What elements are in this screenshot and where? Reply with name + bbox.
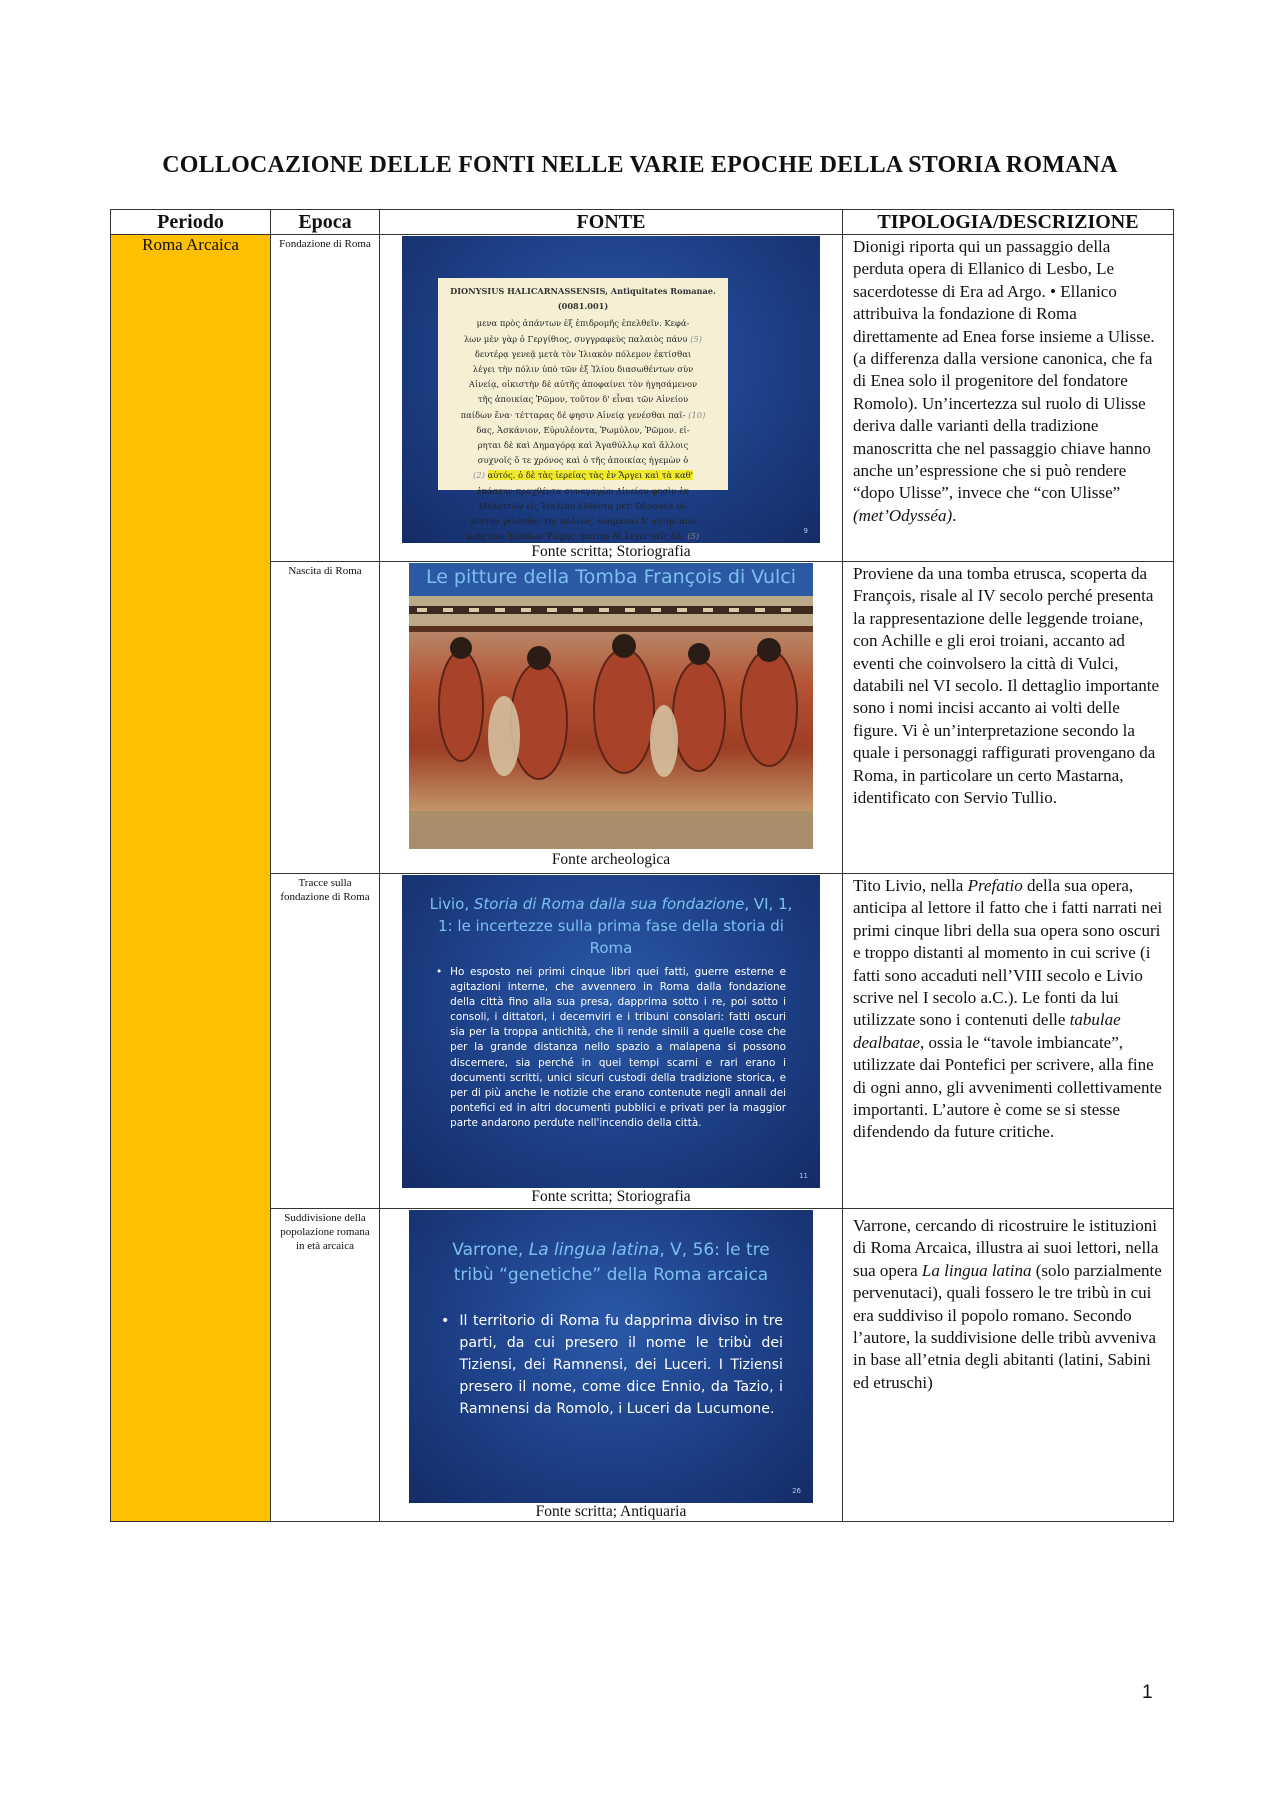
table-row bbox=[111, 235, 1174, 562]
excerpt-header: DIONYSIUS HALICARNASSENSIS, Antiquitates Romanae. (0081.001) bbox=[450, 286, 716, 312]
fonte-cell bbox=[380, 1209, 843, 1522]
header-descrizione: TIPOLOGIA/DESCRIZIONE bbox=[843, 210, 1174, 235]
description-cell: Varrone, cercando di ricostruire le istituzioni di Roma Arcaica, illustra ai suoi lettori, nella sua opera La lingua latina (solo parzialmente pervenutaci), quali fossero le tre tribù in cui era suddiviso il popolo romano. Secondo l’autore, la suddivisione delle tribù avveniva in base all’etnia degli abitanti (latini, Sabini ed etruschi) bbox=[843, 1209, 1174, 1522]
fonte-caption: Fonte scritta; Storiografia bbox=[531, 1188, 691, 1205]
greek-text-excerpt bbox=[438, 278, 728, 542]
greek-line: δας, Ἀσκάνιον, Εὐρυλέοντα, Ῥωμύλον, Ῥῶμον. εἰ- bbox=[476, 424, 690, 435]
periodo-cell: Roma Arcaica bbox=[111, 235, 271, 1522]
greek-line: μιᾶς τῶν Ἰλιάδων Ῥώμης. ταύτην δὲ λέγει ταῖς ἄλ- (5) bbox=[466, 531, 700, 542]
slide-title: Le pitture della Tomba François di Vulci bbox=[425, 566, 797, 588]
slide-title: Varrone, La lingua latina, V, 56: le tre tribù “genetiche” della Roma arcaica bbox=[452, 1240, 770, 1285]
fonte-caption: Fonte scritta; Antiquaria bbox=[535, 1503, 687, 1520]
greek-line-highlighted: (2) αὐτός. ὁ δὲ τὰς ἱερείας τὰς ἐν Ἄργει καὶ τὰ καθ' bbox=[473, 470, 693, 481]
greek-line: ρηται δὲ καὶ Δημαγόρᾳ καὶ Ἀγαθύλλῳ καὶ ἄλλοις bbox=[477, 440, 689, 451]
page-number: 1 bbox=[1142, 1682, 1153, 1703]
fresco-figures-illustration bbox=[409, 596, 813, 849]
sources-table bbox=[110, 209, 1174, 1522]
description-cell: Proviene da una tomba etrusca, scoperta da François, risale al IV secolo perché presenta la rappresentazione delle leggende troiane, con Achille e gli eroi troiani, accanto ad eventi che coinvolsero la città di Vulci, databili nel VI secolo. Il dettaglio importante sono i nomi incisi accanto ai volti delle figure. Vi è un’interpretazione secondo la quale i personaggi raffigurati provengano da Roma, in particolare un certo Mastarna, identificato con Servio Tullio. bbox=[843, 562, 1174, 874]
greek-line: ἑκάστην πραχθέντα συναγαγὼν Αἰνείαν φησὶν ἐκ bbox=[477, 485, 689, 496]
description-cell: Dionigi riporta qui un passaggio della perduta opera di Ellanico di Lesbo, Le sacerdotesse di Era ad Argo. • Ellanico attribuiva la fondazione di Roma direttamente ad Enea forse insieme a Ulisse. (a differenza dalla versione canonica, che fa di Enea solo il progenitore del fondatore Romolo). Un’incertezza sul ruolo di Ulisse deriva dalle varianti della tradizione manoscritta che nel passaggio chiave hanno anche un’espressione che si può rendere “dopo Ulisse”, invece che “con Ulisse” (met’Odysséa). bbox=[843, 235, 1174, 562]
table-row bbox=[111, 562, 1174, 874]
slide-title: Livio, Storia di Roma dalla sua fondazione, VI, 1, 1: le incertezze sulla prima fase della storia di Roma bbox=[429, 895, 793, 957]
fonte-cell bbox=[380, 874, 843, 1209]
slide-bullet: • Ho esposto nei primi cinque libri quei fatti, guerre esterne e agitazioni interne, che avvennero in Roma dalla fondazione della città fino alla sua presa, dapprima sotto i re, poi sotto i consoli, i dittatori, i decemviri e i tribuni consolari: fatti oscuri sia per la troppa antichità, che li rende simili a quelle cose che per la grande distanza nello spazio a malapena si possono discernere, sia perché in quei tempi scarni e rari erano i documenti scritti, unici sicuri custodi della tradizione storica, e per di più anche le notizie che erano contenute negli annali dei pontefici ed in altri documenti pubblici e privati per la maggior parte andarono perdute nell'incendio della città. bbox=[402, 959, 820, 1131]
greek-line: συχνοῖς ὅ τε χρόνος καὶ ὁ τῆς ἀποικίας ἡγεμὼν ὁ bbox=[477, 455, 689, 466]
fonte-caption: Fonte archeologica bbox=[551, 851, 671, 868]
bullet-dot-icon: • bbox=[436, 966, 443, 978]
epoca-cell: Tracce sulla fondazione di Roma bbox=[271, 874, 380, 1209]
epoca-cell: Suddivisione della popolazione romana in età arcaica bbox=[271, 1209, 380, 1522]
dionysius-slide-image bbox=[402, 236, 820, 543]
epoca-cell: Nascita di Roma bbox=[271, 562, 380, 874]
epoca-cell: Fondazione di Roma bbox=[271, 235, 380, 562]
greek-line: παίδων ἕνα· τέτταρας δέ φησιν Αἰνείᾳ γενέσθαι παῖ- (10) bbox=[460, 409, 706, 420]
slide-number: 26 bbox=[792, 1487, 801, 1495]
greek-line: τῆς ἀποικίας Ῥῶμον, τοῦτον δ' εἶναι τῶν Αἰνείου bbox=[477, 394, 689, 405]
bullet-dot-icon: • bbox=[441, 1313, 450, 1329]
header-fonte: FONTE bbox=[380, 210, 843, 235]
greek-line: λων μὲν γὰρ ὁ Γεργίθιος, συγγραφεὺς παλαιὸς πάνυ (5) bbox=[463, 333, 702, 344]
header-epoca: Epoca bbox=[271, 210, 380, 235]
fresco-painting-image bbox=[409, 596, 813, 849]
fonte-cell bbox=[380, 235, 843, 562]
slide-number: 9 bbox=[803, 527, 808, 535]
greek-line: μενα πρὸς ἁπάντων ἐξ ἐπιδρομῆς ἐπελθεῖν. Κεφά- bbox=[476, 318, 690, 329]
slide-number: 11 bbox=[799, 1172, 808, 1180]
tomba-francois-slide-image bbox=[409, 563, 813, 849]
slide-bullet: • Il territorio di Roma fu dapprima diviso in tre parti, da cui presero il nome le tribù dei Tiziensi, dei Ramnensi, dei Luceri. I Tiziensi presero il nome, come dice Ennio, da Tazio, i Ramnensi da Romolo, i Luceri da Lucumone. bbox=[409, 1288, 813, 1420]
description-cell: Tito Livio, nella Prefatio della sua opera, anticipa al lettore il fatto che i fatti narrati nei primi cinque libri della sua opera sono oscuri e troppo distanti al momento in cui scrive (i fatti sono accaduti nell’VIII secolo e Livio scrive nel I secolo a.C.). Le fonti da lui utilizzate sono i contenuti delle tabulae dealbatae, ossia le “tavole imbiancate”, utilizzate dai Pontefici per scrivere, alla fine di ogni anno, gli avvenimenti collettivamente importanti. L’autore è come se si stesse difendendo da future critiche. bbox=[843, 874, 1174, 1209]
greek-line: Μολοττῶν εἰς Ἰταλίαν ἐλθόντα μετ' Ὀδυσσέα οἰ- bbox=[478, 500, 688, 511]
livio-slide-image bbox=[402, 875, 820, 1188]
fonte-caption: Fonte scritta; Storiografia bbox=[531, 543, 691, 560]
document-title: COLLOCAZIONE DELLE FONTI NELLE VARIE EPOCHE DELLA STORIA ROMANA bbox=[162, 152, 1118, 178]
header-periodo: Periodo bbox=[111, 210, 271, 235]
table-header-row bbox=[111, 210, 1174, 235]
table-row bbox=[111, 1209, 1174, 1522]
greek-line: κιστὴν γενέσθαι τῆς πόλεως, ὀνομάσαι δ' αὐτὴν ἀπὸ bbox=[470, 516, 696, 527]
greek-line: λέγει τὴν πόλιν ὑπὸ τῶν ἐξ Ἰλίου διασωθέντων σὺν bbox=[472, 364, 694, 375]
table-row bbox=[111, 874, 1174, 1209]
fonte-cell bbox=[380, 562, 843, 874]
varrone-slide-image bbox=[409, 1210, 813, 1503]
greek-line: δευτέρᾳ γενεᾷ μετὰ τὸν Ἰλιακὸν πόλεμον ἐκτίσθαι bbox=[474, 348, 692, 359]
greek-line: Αἰνείᾳ, οἰκιστὴν δὲ αὐτῆς ἀποφαίνει τὸν ἡγησάμενον bbox=[468, 379, 698, 390]
